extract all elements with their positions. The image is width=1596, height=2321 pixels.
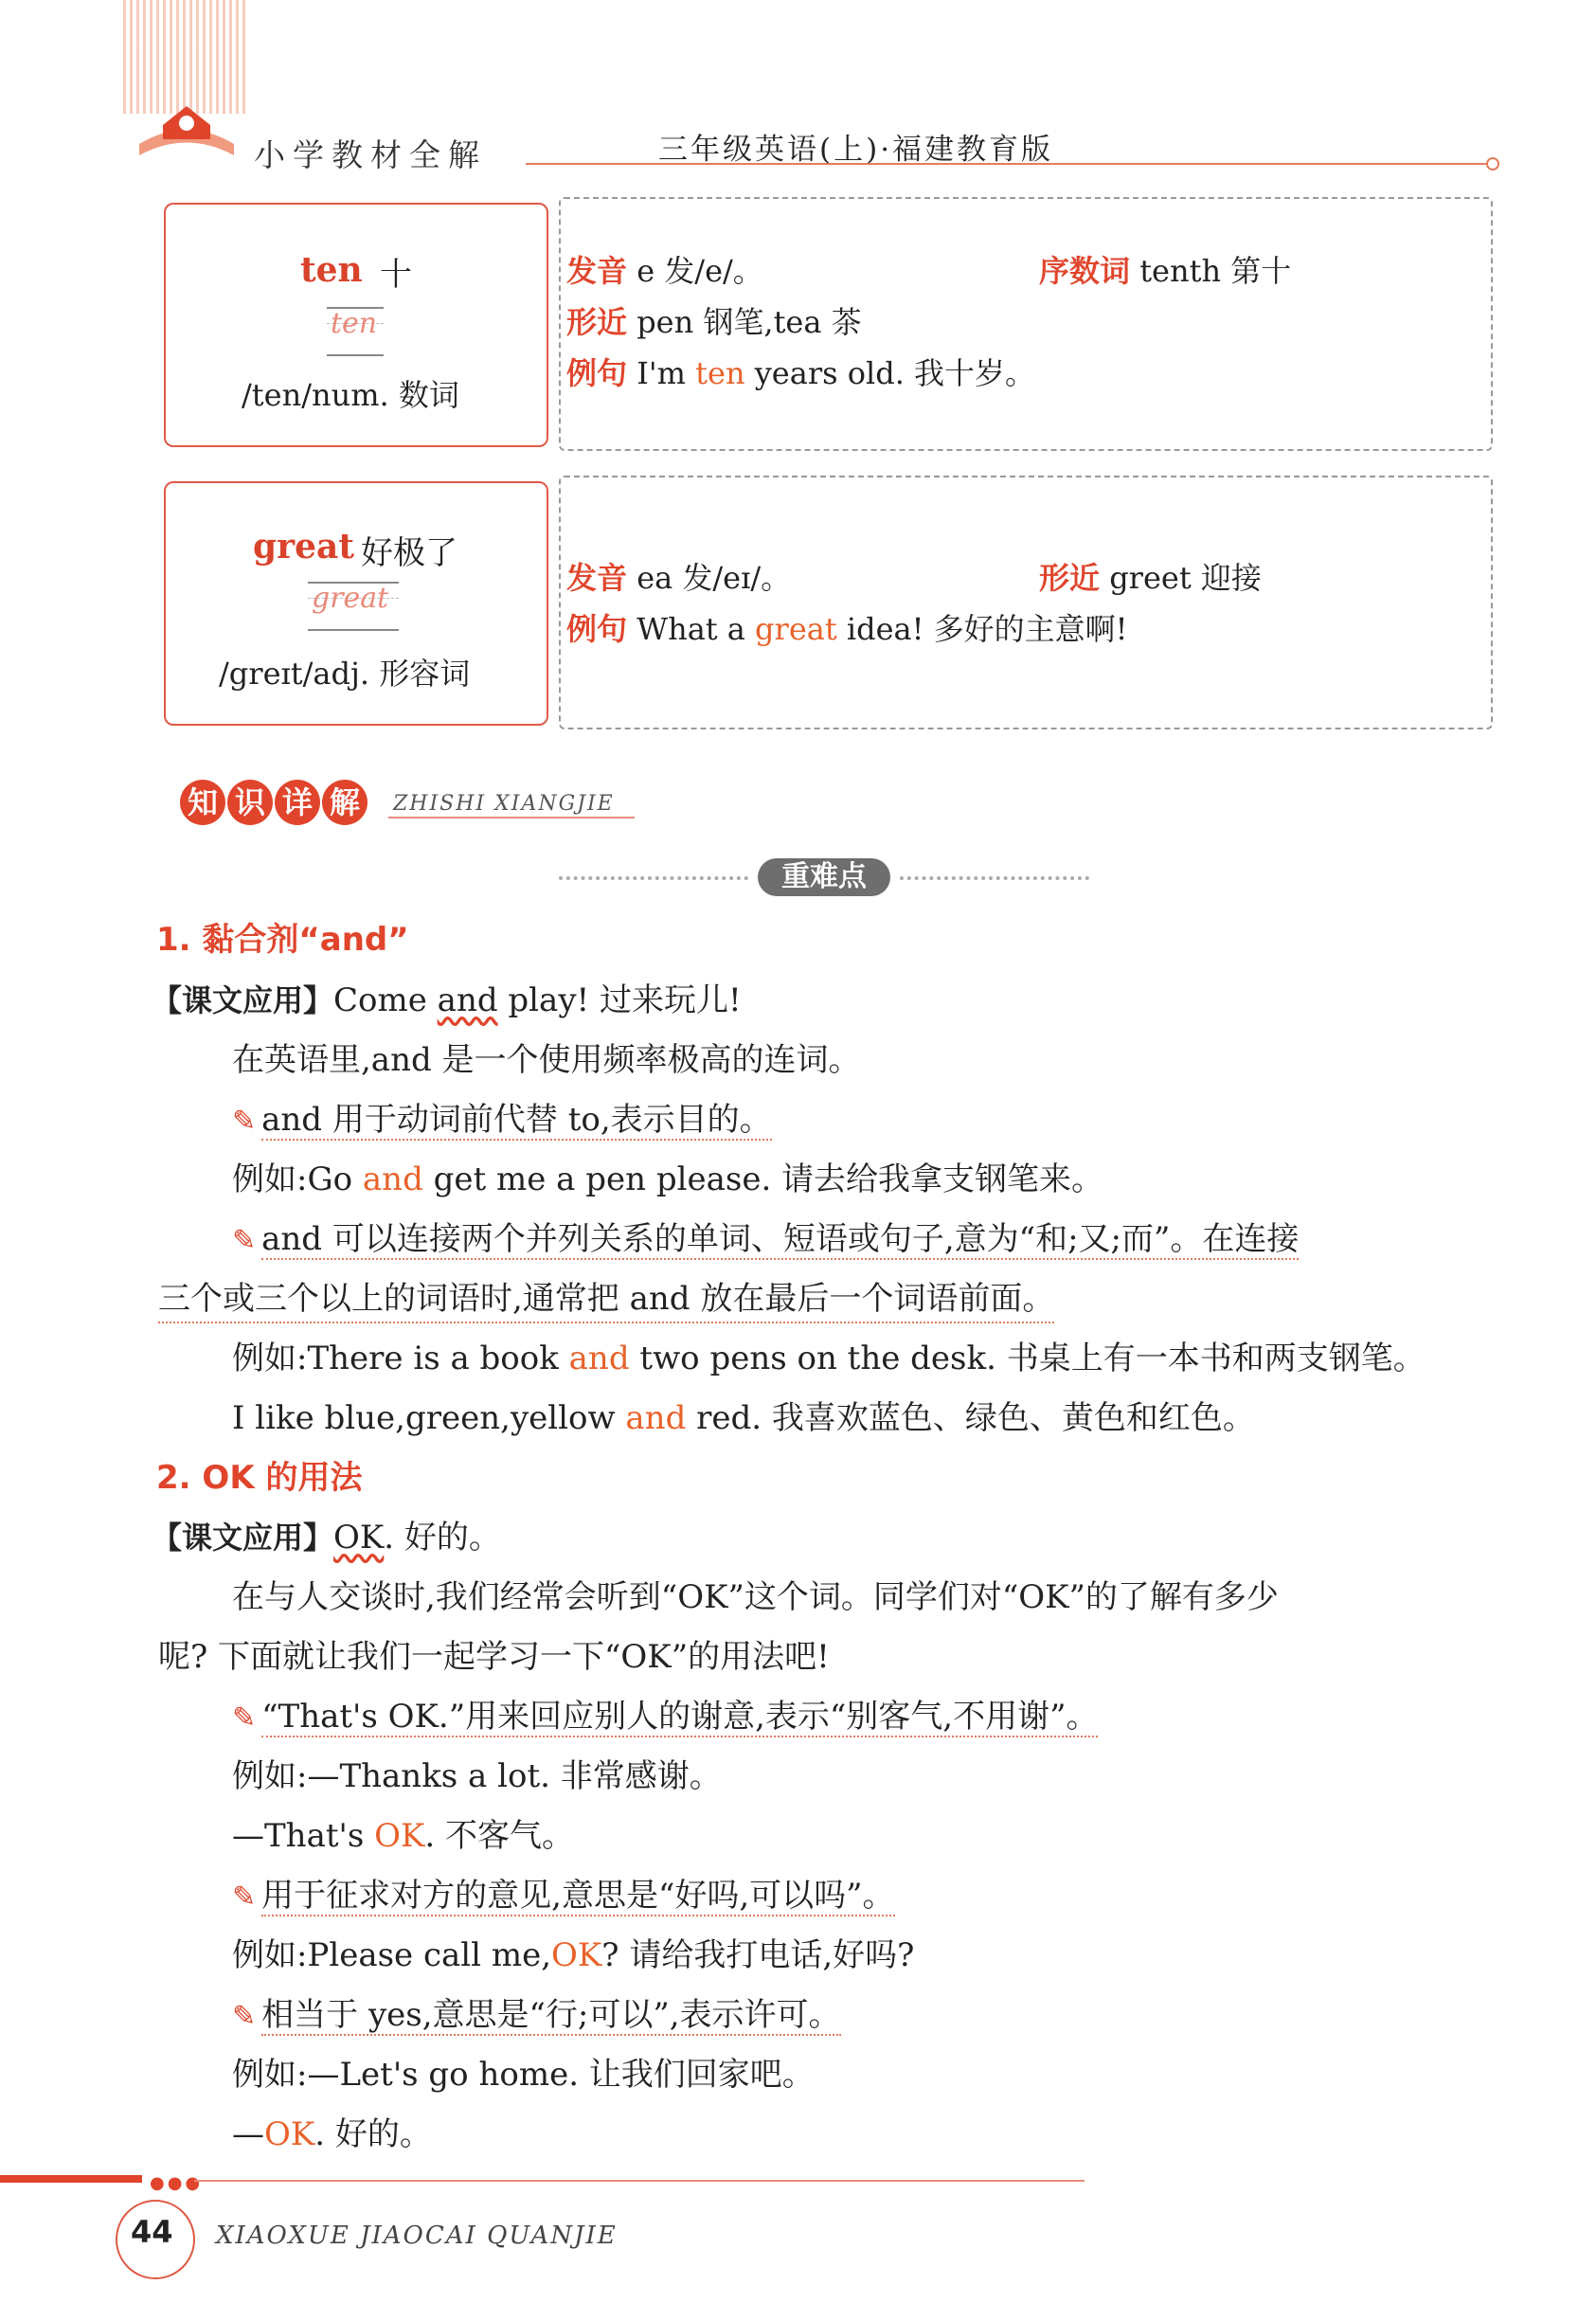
header-rule — [526, 163, 1492, 165]
point1-example3: I like blue,green,yellow and red. 我喜欢蓝色、绿色、黄色和红色。 — [232, 1399, 1255, 1437]
point2-example3b: —OK. 好的。 — [232, 2115, 432, 2153]
header-series: 小学教材全解 — [254, 136, 487, 173]
point2-rule1: ✎ “That's OK.”用来回应别人的谢意,表示“别客气,不用谢”。 — [232, 1698, 1099, 1736]
pencil-icon: ✎ — [232, 1701, 257, 1735]
point2-rule2: ✎ 用于征求对方的意见,意思是“好吗,可以吗”。 — [232, 1877, 895, 1915]
point2-app: 【课文应用】OK. 好的。 — [152, 1519, 501, 1556]
section-banner: 知 识 详 解 — [180, 780, 369, 827]
point2-example1b: —That's OK. 不客气。 — [232, 1817, 575, 1855]
point2-example1a: 例如:—Thanks a lot. 非常感谢。 — [232, 1757, 722, 1795]
point2-example3a: 例如:—Let's go home. 让我们回家吧。 — [232, 2056, 815, 2094]
sub-tag-key-points: 重难点 — [758, 858, 890, 896]
point2-intro-a: 在与人交谈时,我们经常会听到“OK”这个词。同学们对“OK”的了解有多少 — [232, 1578, 1279, 1616]
header-rule-end — [1486, 157, 1499, 171]
sub-tag-rule-left — [559, 876, 748, 880]
handwriting-ten: ten — [331, 307, 378, 340]
word-card-great — [164, 481, 548, 726]
word-great: great — [253, 527, 354, 567]
point2-rule3: ✎ 相当于 yes,意思是“行;可以”,表示许可。 — [232, 1996, 841, 2034]
page-number: 44 — [131, 2214, 173, 2250]
sub-tag-rule-right — [900, 876, 1089, 880]
section-banner-english: ZHISHI XIANGJIE — [393, 792, 615, 816]
pencil-icon: ✎ — [232, 1880, 257, 1914]
point2-title: 2. OK 的用法 — [156, 1459, 363, 1497]
point1-example1: 例如:Go and get me a pen please. 请去给我拿支钢笔来。 — [232, 1160, 1104, 1198]
point1-rule2a: ✎ and 可以连接两个并列关系的单词、短语或句子,意为“和;又;而”。在连接 — [232, 1220, 1300, 1258]
pencil-icon: ✎ — [232, 2000, 257, 2033]
word-great-meaning: 好极了 — [361, 534, 457, 572]
handwriting-great: great — [312, 582, 389, 615]
point1-rule2b: 三个或三个以上的词语时,通常把 and 放在最后一个词语前面。 — [158, 1276, 1054, 1323]
section-banner-rule — [388, 817, 635, 819]
footer-bar — [0, 2175, 142, 2183]
word-ten: ten — [300, 250, 363, 290]
footer-series-english: XIAOXUE JIAOCAI QUANJIE — [216, 2222, 618, 2250]
point1-app: 【课文应用】Come and play! 过来玩儿! — [152, 981, 742, 1019]
word-ten-meaning: 十 — [380, 256, 412, 294]
point1-rule1: ✎ and 用于动词前代替 to,表示目的。 — [232, 1101, 772, 1139]
word-great-phonetic: /greɪt/adj. 形容词 — [219, 656, 471, 692]
pencil-icon: ✎ — [232, 1224, 257, 1257]
info-box-great: 发音 ea 发/eɪ/。 形近 greet 迎接 例句 What a great idea! 多好的主意啊! — [559, 476, 1493, 729]
point1-title: 1. 黏合剂“and” — [156, 921, 409, 959]
book-logo-icon — [134, 87, 239, 172]
point2-intro-b: 呢? 下面就让我们一起学习一下“OK”的用法吧! — [158, 1638, 830, 1676]
header-subject: 三年级英语(上)·福建教育版 — [658, 133, 1054, 167]
word-ten-phonetic: /ten/num. 数词 — [242, 377, 459, 413]
footer-rule — [194, 2180, 1085, 2182]
point1-example2: 例如:There is a book and two pens on the desk. 书桌上有一本书和两支钢笔。 — [232, 1340, 1426, 1377]
word-card-ten — [164, 203, 548, 447]
pencil-icon: ✎ — [232, 1105, 257, 1138]
footer-dots: ●●● — [150, 2173, 204, 2193]
point1-intro: 在英语里,and 是一个使用频率极高的连词。 — [232, 1041, 861, 1079]
info-box-ten: 发音 e 发/e/。 序数词 tenth 第十 形近 pen 钢笔,tea 茶 例句 I'm ten years old. 我十岁。 — [559, 197, 1493, 451]
point2-example2: 例如:Please call me,OK? 请给我打电话,好吗? — [232, 1936, 915, 1974]
